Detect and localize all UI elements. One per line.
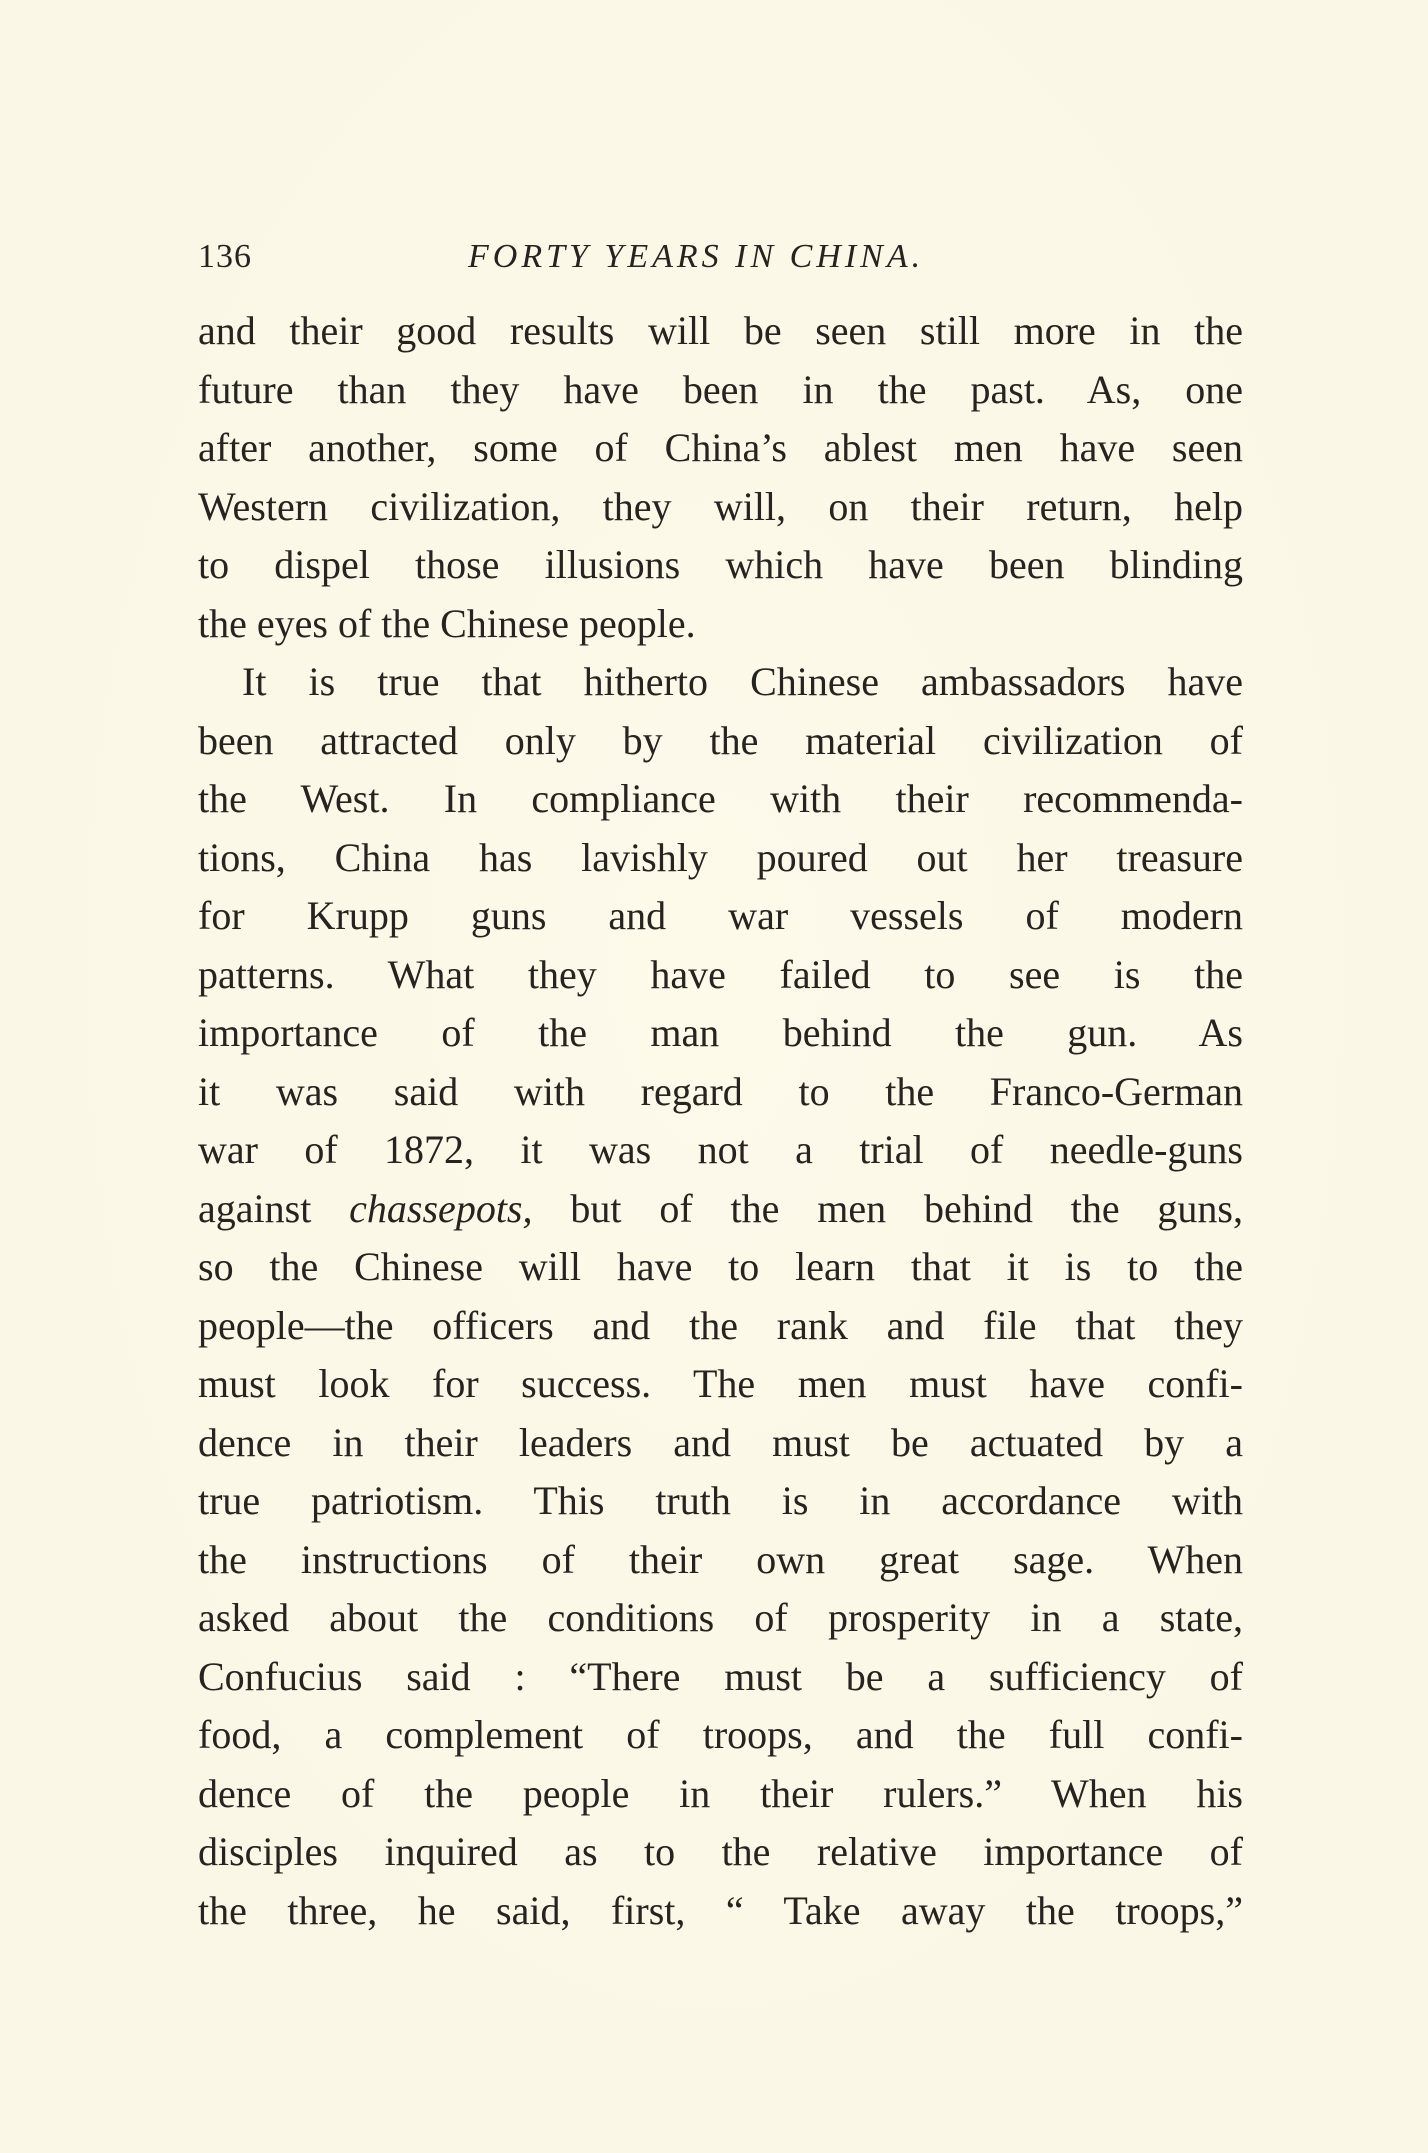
text-line: must look for success. The men must have confi- [198,1361,1243,1406]
text-line: dence in their leaders and must be actuated by a [198,1419,1243,1465]
text-line: people—the officers and the rank and file that they [198,1302,1243,1348]
text-line: It is true that hitherto Chinese ambassadors have [242,659,1243,704]
text-line-with-italic [198,1180,1243,1239]
text-line: future than they have been in the past. As, one [198,366,1243,412]
text-line: Confucius said : “There must be a sufficiency of [198,1653,1243,1699]
text-line: and their good results will be seen still more in the [198,308,1243,353]
text-line: for Krupp guns and war vessels of modern [198,893,1243,938]
text-line: the West. In compliance with their recommenda- [198,776,1243,821]
text-line: asked about the conditions of prosperity in a state, [198,1595,1243,1640]
text-line: dence of the people in their rulers.” When his [198,1770,1243,1816]
text-line: the eyes of the Chinese people. [198,600,696,646]
text-line: true patriotism. This truth is in accordance with [198,1478,1243,1523]
text-line: disciples inquired as to the relative importance of [198,1829,1243,1874]
text-line: been attracted only by the material civilization of [198,717,1243,763]
running-head [198,232,1238,282]
text-line: after another, some of China’s ablest men have seen [198,425,1243,470]
text-line: the three, he said, first, “ Take away the troops,” [198,1887,1243,1933]
text-line: to dispel those illusions which have been blinding [198,542,1243,587]
text-line: importance of the man behind the gun. As [198,1010,1243,1055]
text-line: food, a complement of troops, and the full confi- [198,1712,1243,1757]
italic-term: chassepots, [349,1185,533,1231]
text-line: Western civilization, they will, on their return, help [198,483,1243,529]
page-number: 136 [198,238,252,275]
text-line: so the Chinese will have to learn that it is to the [198,1244,1243,1289]
running-title: FORTY YEARS IN CHINA. [468,238,925,275]
text-line: patterns. What they have failed to see is the [198,951,1243,997]
text-segment: against [198,1185,350,1231]
body-text [198,302,1243,1940]
text-line: war of 1872, it was not a trial of needle-guns [198,1127,1243,1172]
text-line: the instructions of their own great sage. When [198,1536,1243,1582]
text-line: it was said with regard to the Franco-German [198,1068,1243,1114]
text-line: tions, China has lavishly poured out her treasure [198,834,1243,880]
text-segment: but of the men behind the guns, [532,1185,1243,1231]
